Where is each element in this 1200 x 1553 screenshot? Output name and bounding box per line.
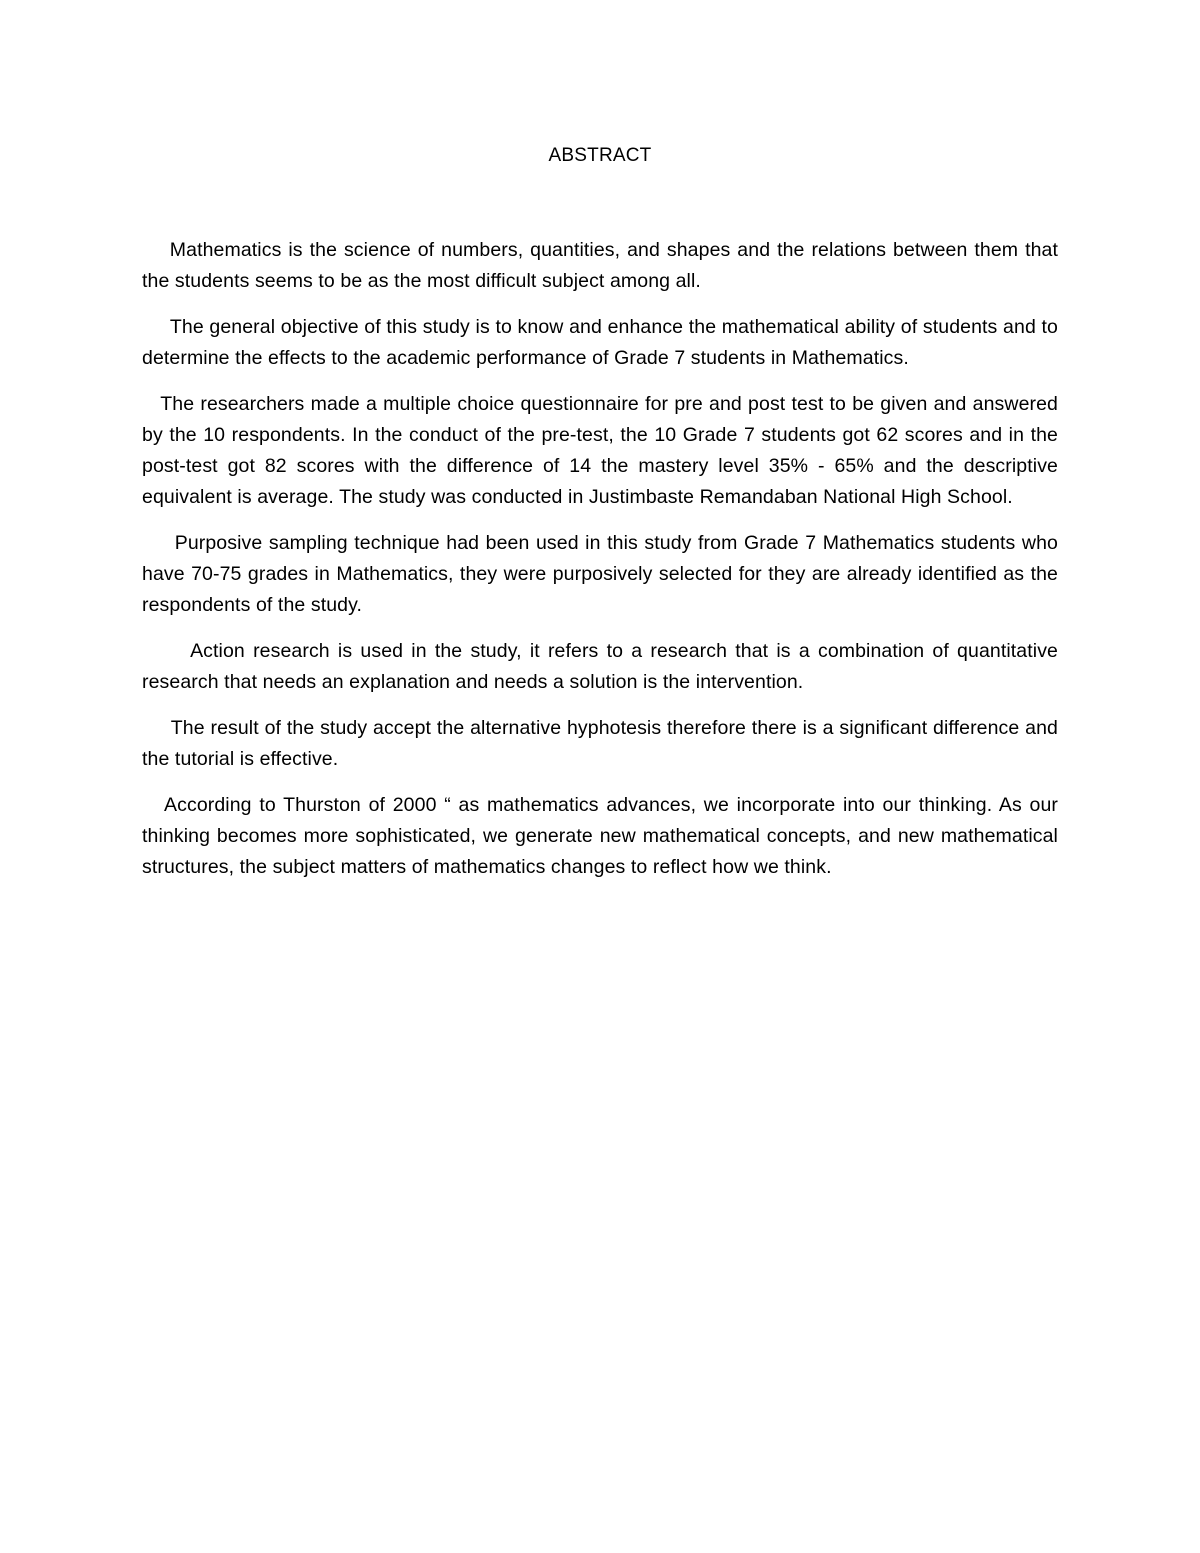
paragraph-text: Purposive sampling technique had been used in this study from Grade 7 Mathematics students who have 70-75 grades in Mathematics, they were purposively selected for they are already identified as the respondents of the study. — [142, 532, 1059, 616]
paragraph-indent — [142, 640, 190, 662]
paragraph-indent — [142, 794, 164, 816]
paragraph-indent — [142, 239, 170, 261]
paragraph-indent — [142, 316, 170, 338]
paragraph-text: The researchers made a multiple choice questionnaire for pre and post test to be given and answered by the 10 respondents. In the conduct of the pre-test, the 10 Grade 7 students got 62 scores and in the post-test got 82 scores with the difference of 14 the mastery level 35% - 65% and the descriptive equivalent is average. The study was conducted in Justimbaste Remandaban National High School. — [142, 393, 1058, 508]
paragraph-5 — [142, 636, 1058, 698]
paragraph-4 — [142, 528, 1058, 621]
abstract-body — [142, 235, 1058, 898]
paragraph-1 — [142, 235, 1058, 297]
paragraph-text: Action research is used in the study, it refers to a research that is a combination of quantitative research that needs an explanation and needs a solution is the intervention. — [142, 640, 1058, 693]
abstract-title: ABSTRACT — [548, 145, 652, 166]
paragraph-text: The general objective of this study is to know and enhance the mathematical ability of students and to determine the effects to the academic performance of Grade 7 students in Mathematics. — [142, 316, 1058, 369]
paragraph-indent — [142, 532, 175, 554]
paragraph-2 — [142, 312, 1058, 374]
paragraph-7 — [142, 790, 1058, 883]
paragraph-indent — [142, 393, 160, 415]
paragraph-text: The result of the study accept the alternative hyphotesis therefore there is a significant difference and the tutorial is effective. — [142, 717, 1058, 770]
paragraph-6 — [142, 713, 1058, 775]
paragraph-text: According to Thurston of 2000 “ as mathematics advances, we incorporate into our thinking. As our thinking becomes more sophisticated, we generate new mathematical concepts, and new mathematical structures, the subject matters of mathematics changes to reflect how we think. — [142, 794, 1058, 878]
paragraph-3 — [142, 389, 1058, 513]
paragraph-indent — [142, 717, 171, 739]
paragraph-text: Mathematics is the science of numbers, quantities, and shapes and the relations between them that the students seems to be as the most difficult subject among all. — [142, 239, 1058, 292]
